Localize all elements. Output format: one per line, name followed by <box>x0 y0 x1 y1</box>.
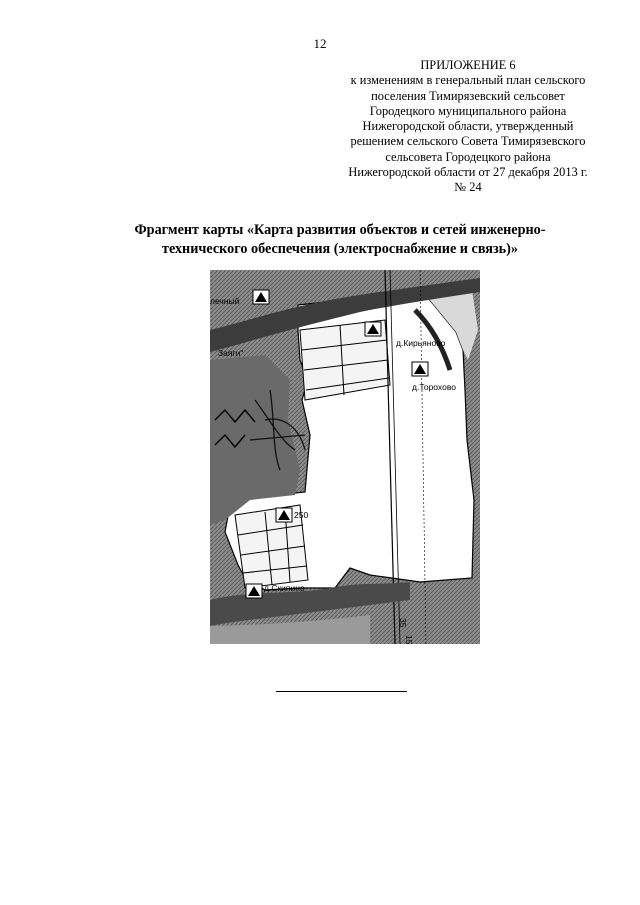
appendix-line: сельсовета Городецкого района <box>385 149 551 164</box>
map-label-road: 35 <box>398 618 408 628</box>
substation-icon <box>276 508 292 522</box>
substation-icon <box>412 362 428 376</box>
map-label: лечный <box>210 296 240 306</box>
document-title <box>80 221 600 259</box>
map-label: Заяги" <box>218 348 244 358</box>
map-label-kiryanovo: д.Кирьяново <box>396 338 446 348</box>
title-line-2: технического обеспечения (электроснабжение и связь)» <box>161 241 518 257</box>
appendix-line: № 24 <box>454 180 482 195</box>
appendix-line: Городецкого муниципального района <box>369 103 567 118</box>
map-label-skipino: д.Скипино <box>264 583 305 593</box>
appendix-heading: ПРИЛОЖЕНИЕ 6 <box>420 58 516 72</box>
title-line-1: Фрагмент карты «Карта развития объектов и сетей инженерно- <box>134 222 546 238</box>
map-label-torohovo: д.Торохово <box>412 382 456 392</box>
appendix-line: Нижегородской области от 27 декабря 2013 г. <box>348 165 588 180</box>
substation-icon <box>365 322 381 336</box>
page-number: 12 <box>313 36 327 51</box>
map-label-road: 15 <box>404 635 414 644</box>
appendix-line: к изменениям в генеральный план сельского <box>350 73 586 88</box>
appendix-header <box>330 58 606 196</box>
horizontal-rule <box>276 691 407 692</box>
appendix-line: поселения Тимирязевский сельсовет <box>371 88 565 103</box>
map-fragment <box>210 270 480 644</box>
appendix-line: Нижегородской области, утвержденный <box>362 119 574 134</box>
substation-icon <box>246 584 262 598</box>
substation-icon <box>253 290 269 304</box>
appendix-line: решением сельского Совета Тимирязевского <box>350 134 586 149</box>
map-label-height: 250 <box>294 510 309 520</box>
